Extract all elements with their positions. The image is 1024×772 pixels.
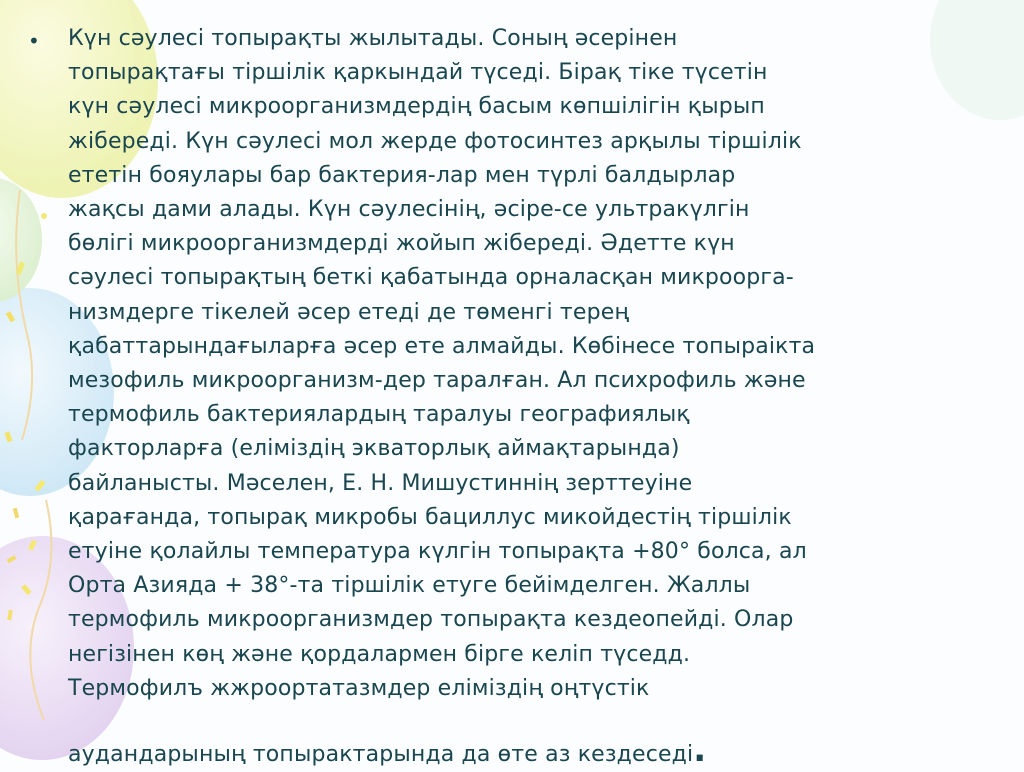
text-line-19: негізінен көң және қордалармен бірге келіп түседд. — [68, 641, 691, 667]
last-line-text: аудандарының топырактарында да өте аз кездеседі — [68, 742, 694, 768]
text-line-3: күн сәулесі микроорганизмдердің басым көпшілігін қырып — [68, 94, 765, 120]
text-line-6: жақсы дами алады. Күн сәулесінің, әсіре-се ультракүлгін — [68, 197, 750, 223]
text-line-16: етуіне қолайлы температура күлгін топырақта +80° болса, ал — [68, 539, 807, 565]
text-line-12: термофиль бактериялардың таралуы географиялық — [68, 402, 690, 428]
text-line-18: термофиль микроорганизмдер топырақта кездеопейді. Олар — [68, 607, 794, 633]
slide-body — [28, 22, 1008, 772]
text-line-13: факторларға (еліміздің экваторлық аймақтарында) — [68, 436, 680, 462]
text-line-2: топырақтағы тіршілік қаркындай түседі. Бірақ тіке түсетін — [68, 60, 768, 86]
text-line-1: Күн сәулесі топырақты жылытады. Соның әсерінен — [68, 26, 678, 51]
text-line-8: сәулесі топырақтың беткі қабатында орналасқан микроорга- — [68, 265, 794, 291]
text-line-7: бөлігі микроорганизмдерді жойып жібереді. Әдетте күн — [68, 231, 735, 257]
bullet-marker: • — [28, 29, 40, 53]
text-line-20: Термофилъ жжроортатазмдер еліміздің оңтүстік — [68, 675, 650, 701]
text-line-11: мезофиль микроорганизм-дер таралған. Ал психрофиль және — [68, 368, 806, 394]
closing-period: . — [693, 730, 707, 771]
text-line-4: жібереді. Күн сәулесі мол жерде фотосинтез арқылы тіршілік — [68, 128, 802, 154]
text-line-10: қабаттарындағыларға әсер ете алмайды. Көбінесе топыраікта — [68, 333, 816, 359]
text-line-15: қарағанда, топырақ микробы бациллус микойдестің тіршілік — [68, 504, 792, 530]
text-line-5: ететін бояулары бар бактерия-лар мен түрлі балдырлар — [68, 162, 736, 188]
text-line-14: байланысты. Мәселен, Е. Н. Мишустиннің зерттеуіне — [68, 470, 693, 496]
text-line-9: низмдерге тікелей әсер етеді де төменгі терең — [68, 299, 630, 325]
text-line-17: Орта Азияда + 38°-та тіршілік етуге бейімделген. Жаллы — [68, 573, 751, 599]
bullet-item — [28, 22, 1008, 772]
paragraph-text — [68, 22, 1008, 772]
